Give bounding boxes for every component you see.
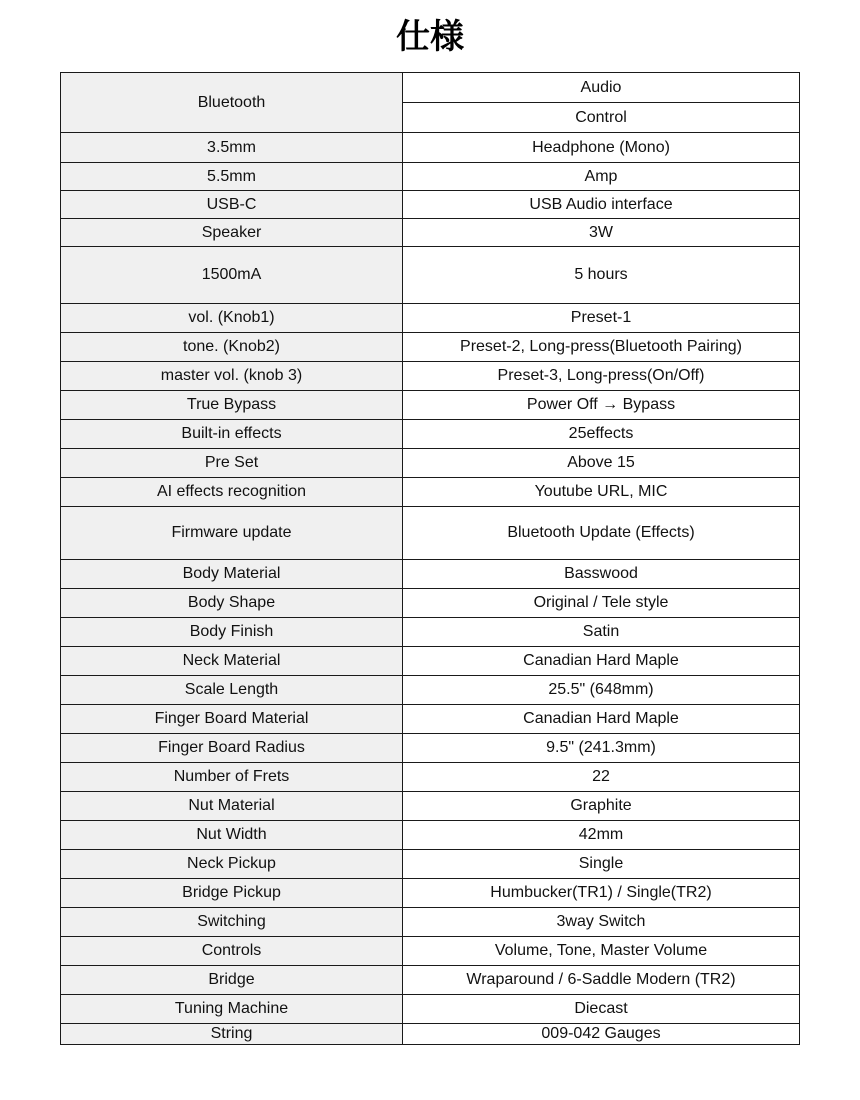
table-row — [61, 478, 800, 507]
table-row — [61, 304, 800, 333]
spec-value: Satin — [403, 618, 800, 647]
spec-value: 009-042 Gauges — [403, 1024, 800, 1045]
spec-label: Pre Set — [61, 449, 403, 478]
spec-value: Humbucker(TR1) / Single(TR2) — [403, 879, 800, 908]
spec-label: Built-in effects — [61, 420, 403, 449]
spec-value: 22 — [403, 763, 800, 792]
table-row — [61, 191, 800, 219]
table-row — [61, 821, 800, 850]
spec-label: Finger Board Radius — [61, 734, 403, 763]
spec-value: Canadian Hard Maple — [403, 647, 800, 676]
table-row — [61, 391, 800, 420]
spec-value: Headphone (Mono) — [403, 133, 800, 163]
spec-value: Canadian Hard Maple — [403, 705, 800, 734]
spec-value: Youtube URL, MIC — [403, 478, 800, 507]
spec-label: vol. (Knob1) — [61, 304, 403, 333]
spec-value: Graphite — [403, 792, 800, 821]
spec-label: tone. (Knob2) — [61, 333, 403, 362]
spec-label: Switching — [61, 908, 403, 937]
spec-label: String — [61, 1024, 403, 1045]
spec-value: Wraparound / 6-Saddle Modern (TR2) — [403, 966, 800, 995]
table-row — [61, 879, 800, 908]
spec-label: master vol. (knob 3) — [61, 362, 403, 391]
spec-label: Neck Material — [61, 647, 403, 676]
table-row — [61, 618, 800, 647]
spec-value: Amp — [403, 163, 800, 191]
table-row — [61, 589, 800, 618]
table-row — [61, 163, 800, 191]
table-row — [61, 133, 800, 163]
spec-value: Above 15 — [403, 449, 800, 478]
table-row — [61, 333, 800, 362]
page-title: 仕様 — [396, 17, 464, 57]
spec-table — [60, 72, 800, 1045]
spec-value: 25effects — [403, 420, 800, 449]
spec-value: Single — [403, 850, 800, 879]
table-row — [61, 247, 800, 304]
table-row — [61, 937, 800, 966]
spec-value: Diecast — [403, 995, 800, 1024]
table-row — [61, 449, 800, 478]
spec-label: 3.5mm — [61, 133, 403, 163]
spec-value: Control — [403, 103, 800, 133]
spec-label: Controls — [61, 937, 403, 966]
table-row — [61, 420, 800, 449]
table-row — [61, 647, 800, 676]
spec-label: Nut Material — [61, 792, 403, 821]
table-row — [61, 966, 800, 995]
table-row — [61, 73, 800, 103]
spec-label: True Bypass — [61, 391, 403, 420]
spec-value: Power Off → Bypass — [403, 391, 800, 420]
table-row — [61, 734, 800, 763]
table-row — [61, 676, 800, 705]
spec-label: 5.5mm — [61, 163, 403, 191]
spec-label: Bridge Pickup — [61, 879, 403, 908]
spec-label: Firmware update — [61, 507, 403, 560]
spec-value: 5 hours — [403, 247, 800, 304]
table-row — [61, 560, 800, 589]
table-row — [61, 705, 800, 734]
table-row — [61, 850, 800, 879]
spec-value: Preset-1 — [403, 304, 800, 333]
spec-label: Scale Length — [61, 676, 403, 705]
table-row — [61, 362, 800, 391]
spec-label: Body Shape — [61, 589, 403, 618]
spec-label: Tuning Machine — [61, 995, 403, 1024]
spec-value: Audio — [403, 73, 800, 103]
spec-value: USB Audio interface — [403, 191, 800, 219]
spec-label: 1500mA — [61, 247, 403, 304]
spec-label: Finger Board Material — [61, 705, 403, 734]
spec-value: Bluetooth Update (Effects) — [403, 507, 800, 560]
spec-label: Nut Width — [61, 821, 403, 850]
spec-label: USB-C — [61, 191, 403, 219]
spec-label: Bridge — [61, 966, 403, 995]
table-row — [61, 507, 800, 560]
spec-label: Bluetooth — [61, 73, 403, 133]
table-row — [61, 792, 800, 821]
spec-value: 3W — [403, 219, 800, 247]
table-row — [61, 908, 800, 937]
spec-value: 25.5" (648mm) — [403, 676, 800, 705]
spec-value: Original / Tele style — [403, 589, 800, 618]
spec-label: Number of Frets — [61, 763, 403, 792]
spec-value: Preset-2, Long-press(Bluetooth Pairing) — [403, 333, 800, 362]
table-row — [61, 1024, 800, 1045]
table-row — [61, 763, 800, 792]
spec-label: Neck Pickup — [61, 850, 403, 879]
spec-value: Preset-3, Long-press(On/Off) — [403, 362, 800, 391]
spec-value: Volume, Tone, Master Volume — [403, 937, 800, 966]
spec-label: Body Finish — [61, 618, 403, 647]
spec-label: AI effects recognition — [61, 478, 403, 507]
spec-label: Body Material — [61, 560, 403, 589]
spec-value: 9.5" (241.3mm) — [403, 734, 800, 763]
spec-value: Basswood — [403, 560, 800, 589]
table-row — [61, 219, 800, 247]
spec-label: Speaker — [61, 219, 403, 247]
table-row — [61, 995, 800, 1024]
spec-value: 3way Switch — [403, 908, 800, 937]
spec-value: 42mm — [403, 821, 800, 850]
